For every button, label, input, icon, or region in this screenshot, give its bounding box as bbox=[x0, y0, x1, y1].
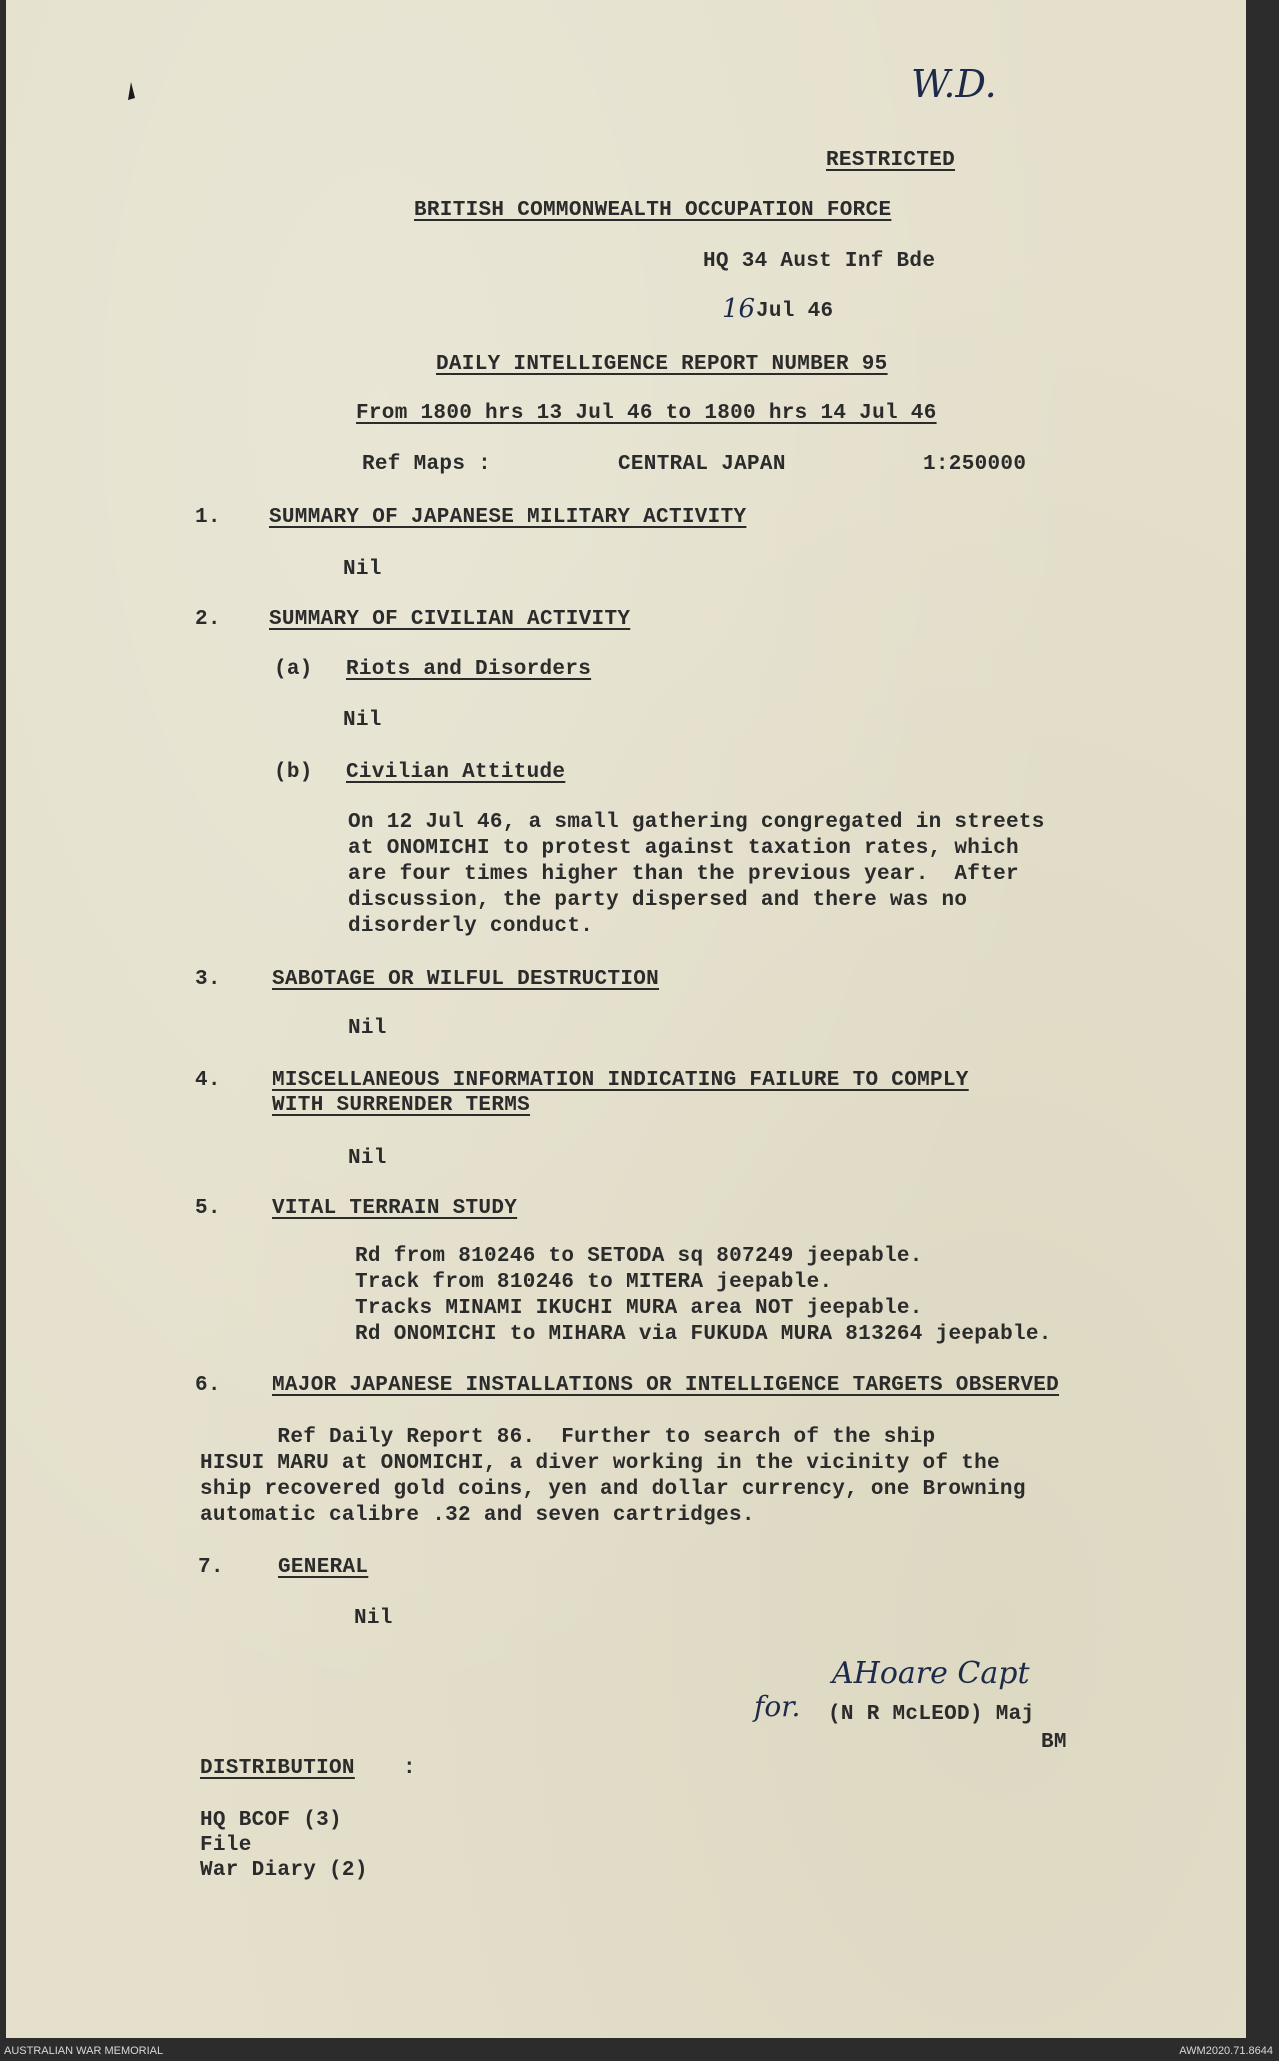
section-number: 1. bbox=[195, 506, 221, 529]
section-body: Nil bbox=[348, 1147, 387, 1170]
subsection-body: On 12 Jul 46, a small gathering congregated in streets at ONOMICHI to protest against taxation rates, which are four times higher than the previous year. After discussion, the party dispersed and there was no disorderly conduct. bbox=[348, 811, 1045, 938]
section-number: 4. bbox=[195, 1069, 221, 1092]
section-title: SUMMARY OF CIVILIAN ACTIVITY bbox=[269, 608, 631, 631]
ref-maps-scale: 1:250000 bbox=[923, 453, 1027, 476]
distribution-label: DISTRIBUTION bbox=[200, 1757, 355, 1780]
section-title: SUMMARY OF JAPANESE MILITARY ACTIVITY bbox=[269, 506, 747, 529]
section-title: VITAL TERRAIN STUDY bbox=[272, 1197, 518, 1220]
handwritten-for: for. bbox=[754, 1690, 801, 1723]
subsection-body: Nil bbox=[343, 709, 382, 732]
section-title: MAJOR JAPANESE INSTALLATIONS OR INTELLIGENCE TARGETS OBSERVED bbox=[272, 1374, 1060, 1397]
footer-right: AWM2020.71.8644 bbox=[1179, 2045, 1273, 2057]
distribution-colon: : bbox=[403, 1757, 416, 1780]
handwritten-wd: W.D. bbox=[911, 62, 997, 106]
section-number: 3. bbox=[195, 968, 221, 991]
footer-left: AUSTRALIAN WAR MEMORIAL bbox=[4, 2045, 164, 2057]
section-number: 5. bbox=[195, 1197, 221, 1220]
section-number: 6. bbox=[195, 1374, 221, 1397]
section-title: SABOTAGE OR WILFUL DESTRUCTION bbox=[272, 968, 660, 991]
subsection-label: (b) bbox=[274, 761, 313, 784]
subsection-title: Civilian Attitude bbox=[346, 761, 566, 784]
section-number: 7. bbox=[198, 1556, 224, 1579]
distribution-item: War Diary (2) bbox=[200, 1859, 368, 1882]
section-body: Ref Daily Report 86. Further to search of the ship HISUI MARU at ONOMICHI, a diver working in the vicinity of the ship recovered gold coins, yen and dollar currency, one Browning automatic calibre .32 and seven cartridges. bbox=[200, 1426, 1026, 1527]
organization-title: BRITISH COMMONWEALTH OCCUPATION FORCE bbox=[414, 199, 892, 222]
section-body: Nil bbox=[354, 1607, 393, 1630]
classification-label: RESTRICTED bbox=[826, 149, 956, 172]
section-title: GENERAL bbox=[278, 1556, 369, 1579]
section-title-line-1: MISCELLANEOUS INFORMATION INDICATING FAILURE TO COMPLY bbox=[272, 1069, 969, 1092]
handwritten-signature: AHoare Capt bbox=[832, 1656, 1030, 1691]
report-title: DAILY INTELLIGENCE REPORT NUMBER 95 bbox=[436, 353, 888, 376]
report-period: From 1800 hrs 13 Jul 46 to 1800 hrs 14 Jul 46 bbox=[356, 402, 937, 425]
distribution-item: File bbox=[200, 1834, 252, 1857]
subsection-title: Riots and Disorders bbox=[346, 658, 592, 681]
ref-maps-label: Ref Maps : bbox=[362, 453, 492, 476]
signatory-name: (N R McLEOD) Maj bbox=[828, 1703, 1035, 1726]
handwritten-day: 16 bbox=[722, 294, 756, 324]
section-body: Nil bbox=[348, 1017, 387, 1040]
section-body: Nil bbox=[343, 558, 382, 581]
section-title-line-2: WITH SURRENDER TERMS bbox=[272, 1094, 531, 1117]
signatory-appointment: BM bbox=[1041, 1731, 1067, 1754]
document-page bbox=[6, 0, 1246, 2038]
ref-maps-name: CENTRAL JAPAN bbox=[618, 453, 786, 476]
subsection-label: (a) bbox=[274, 658, 313, 681]
section-body: Rd from 810246 to SETODA sq 807249 jeepable. Track from 810246 to MITERA jeepable. Tracks MINAMI IKUCHI MURA area NOT jeepable. Rd ONOMICHI to MIHARA via FUKUDA MURA 813264 jeepable. bbox=[355, 1245, 1052, 1346]
date-typed: Jul 46 bbox=[756, 300, 834, 323]
hq-line: HQ 34 Aust Inf Bde bbox=[703, 250, 936, 273]
section-number: 2. bbox=[195, 608, 221, 631]
distribution-item: HQ BCOF (3) bbox=[200, 1809, 342, 1832]
punch-mark bbox=[126, 80, 136, 102]
